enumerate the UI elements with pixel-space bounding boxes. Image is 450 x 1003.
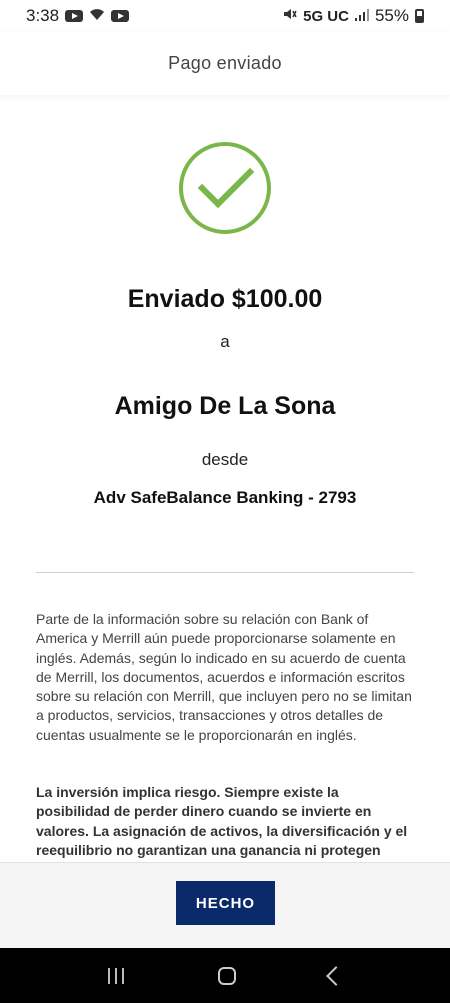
status-bar — [0, 0, 450, 32]
youtube-notification-icon-2 — [111, 10, 129, 22]
from-label: desde — [201, 450, 249, 469]
investment-risk-disclosure: La inversión implica riesgo. Siempre existe la posibilidad de perder dinero cuando se invierte en valores. La asignación de activos, la diversificación y el reequilibrio no garantizan una ganancia ni protegen — [36, 784, 408, 858]
mute-icon — [283, 6, 297, 26]
status-right — [283, 6, 424, 26]
recents-icon[interactable] — [107, 968, 125, 984]
done-button[interactable]: HECHO — [176, 881, 275, 925]
system-nav-bar — [0, 948, 450, 1003]
check-circle-icon — [178, 141, 272, 235]
to-label: a — [220, 332, 230, 351]
page-title: Pago enviado — [168, 53, 282, 73]
source-account: Adv SafeBalance Banking - 2793 — [93, 488, 357, 507]
language-disclosure: Parte de la información sobre su relación con Bank of America y Merrill aún puede proporcionarse solamente en inglés. Además, según lo indicado en su acuerdo de cuenta de Merrill, los documentos, acuerdos e información escritos sobre su relación con Merrill, que incluyen pero no se limitan a productos, servicios, transacciones y otros detalles de cuentas usualmente se le proporcionarán en inglés. — [36, 611, 412, 743]
footer — [0, 862, 450, 948]
status-left — [26, 6, 129, 26]
wifi-icon — [89, 6, 105, 26]
clock: 3:38 — [26, 6, 60, 25]
page-header — [0, 32, 450, 95]
battery-percent: 55% — [374, 6, 409, 25]
divider — [36, 572, 414, 573]
back-icon[interactable] — [326, 966, 346, 986]
battery-icon — [415, 9, 424, 23]
signal-icon — [355, 6, 369, 26]
home-icon[interactable] — [218, 967, 236, 985]
sent-amount: Enviado $100.00 — [127, 285, 323, 313]
network-type: 5G UC — [303, 7, 349, 25]
confirmation-content[interactable] — [0, 95, 450, 862]
youtube-notification-icon — [65, 10, 83, 22]
recipient-name: Amigo De La Sona — [114, 392, 336, 420]
